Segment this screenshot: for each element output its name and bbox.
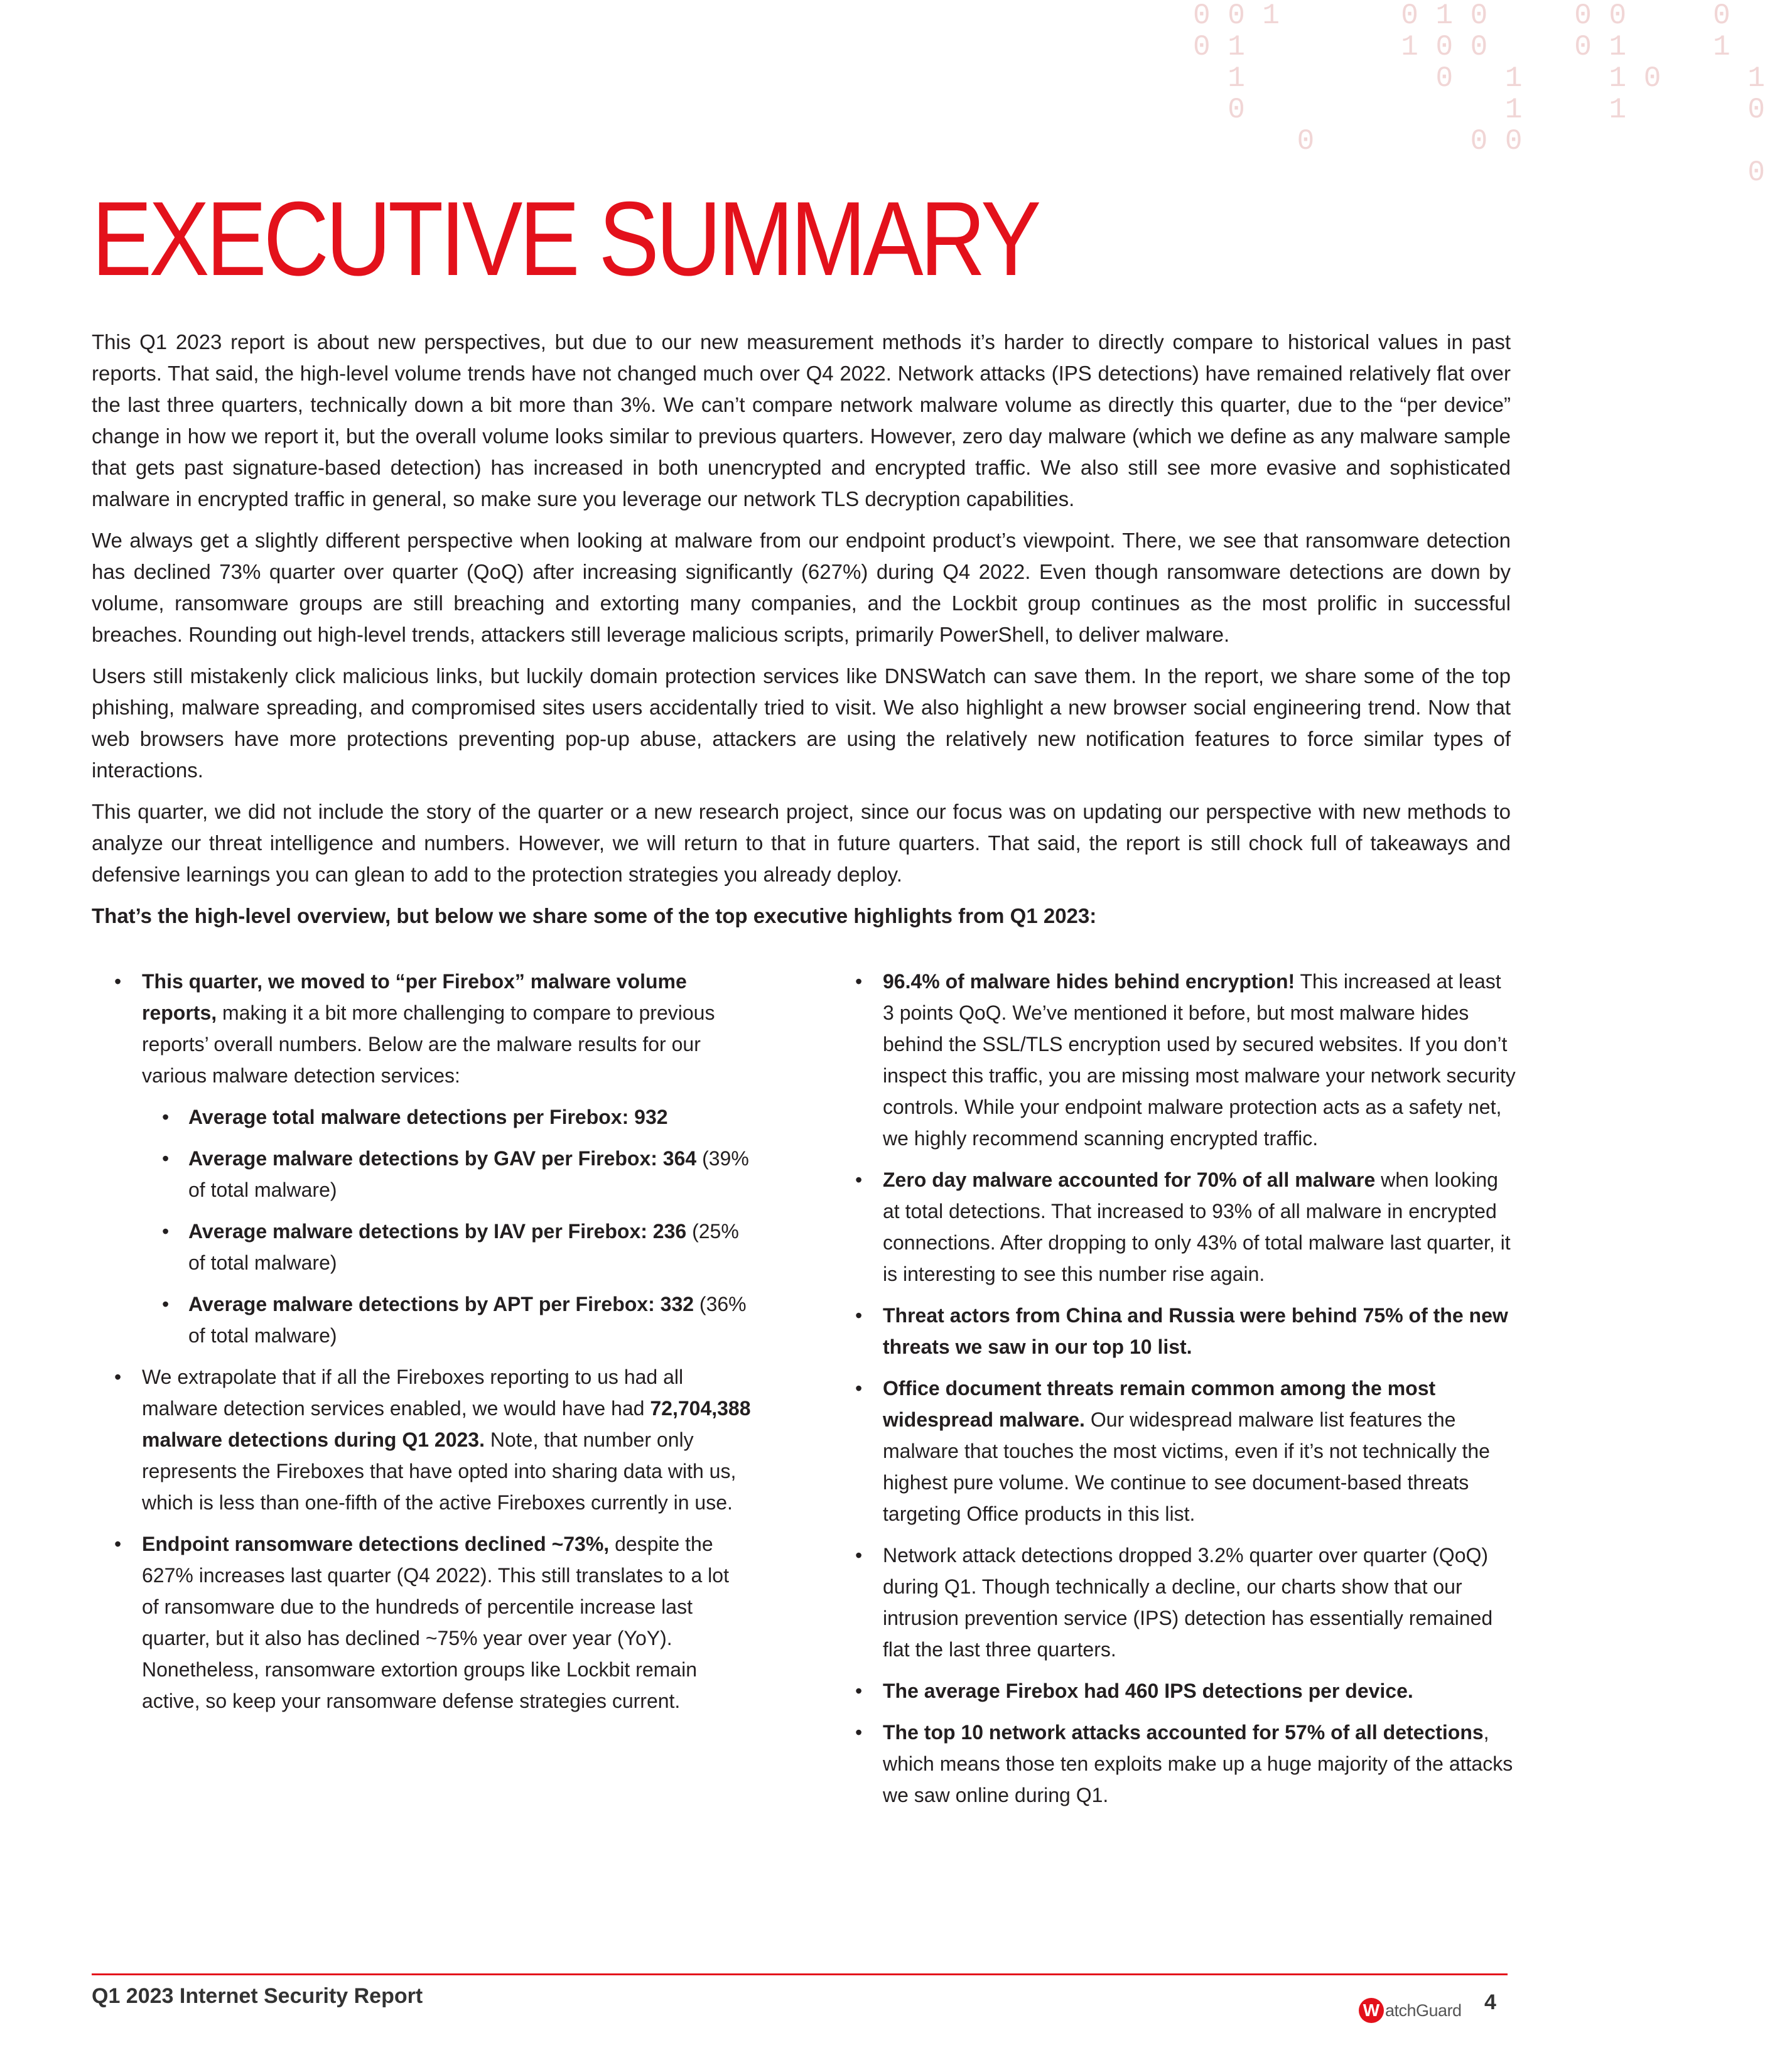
page-title: EXECUTIVE SUMMARY xyxy=(92,180,1039,298)
highlight-bold: The average Firebox had 460 IPS detections per device. xyxy=(883,1680,1413,1702)
highlight-bold: Office document threats remain common among the most widespread malware. xyxy=(883,1377,1436,1431)
highlight-text: when looking at total detections. That increased to 93% of all malware in encrypted connections. After dropping to only 43% of total malware last quarter, it is interesting to see this number rise again. xyxy=(883,1168,1511,1285)
highlight-text: Note, that number only represents the Fireboxes that have opted into sharing data with us, which is less than one-fifth of the active Fireboxes currently in use. xyxy=(142,1428,737,1514)
highlight-bold: 72,704,388 malware detections during Q1 2023. xyxy=(142,1397,751,1451)
sub-highlight-total xyxy=(92,1101,751,1133)
highlight-encryption xyxy=(833,966,1517,1154)
highlight-text: This increased at least 3 points QoQ. We’ve mentioned it before, but most malware hides behind the SSL/TLS encryption used by secured websites. If you don’t inspect this traffic, you are missing most malware your network security controls. While your endpoint malware protection acts as a safety net, we highly recommend scanning encrypted traffic. xyxy=(883,970,1516,1150)
highlight-text: , which means those ten exploits make up a huge majority of the attacks we saw online during Q1. xyxy=(883,1721,1513,1806)
highlight-bold: Threat actors from China and Russia were behind 75% of the new threats we saw in our top 10 list. xyxy=(883,1304,1508,1358)
highlights-left-column xyxy=(92,966,751,1727)
highlights-right-column xyxy=(833,966,1517,1821)
highlight-bold: Average total malware detections per Firebox: 932 xyxy=(188,1106,668,1128)
highlight-text: (39% of total malware) xyxy=(188,1147,749,1201)
highlight-top-10 xyxy=(833,1717,1517,1811)
highlights-list-right xyxy=(833,966,1517,1811)
highlight-ips-average xyxy=(833,1675,1517,1707)
intro-paragraph-3: Users still mistakenly click malicious links, but luckily domain protection services like DNSWatch can save them. In the report, we share some of the top phishing, malware spreading, and compromised sites users accidentally tried to visit. We also highlight a new browser social engineering trend. Now that web browsers have more protections preventing pop-up abuse, attackers are using the relatively new notification features to force similar types of interactions. xyxy=(92,664,1511,782)
highlight-text: (25% of total malware) xyxy=(188,1220,739,1274)
highlight-threat-actors xyxy=(833,1300,1517,1362)
highlight-text: We extrapolate that if all the Fireboxes reporting to us had all malware detection services enabled, we would have had xyxy=(142,1366,684,1420)
highlight-text: despite the 627% increases last quarter (Q4 2022). This still translates to a lot of ransomware due to the hundreds of percentile increase last quarter, but it also has declined ~75% year over year (YoY). Nonetheless, ransomware extortion groups like Lockbit remain active, so keep your ransomware defense strategies current. xyxy=(142,1533,729,1712)
highlight-bold: Average malware detections by GAV per Firebox: 364 xyxy=(188,1147,697,1170)
intro-paragraph-4: This quarter, we did not include the story of the quarter or a new research project, since our focus was on updating our perspective with new methods to analyze our threat intelligence and numbers. However, we will return to that in future quarters. That said, the report is still chock full of takeaways and defensive learnings you can glean to add to the protection strategies you already deploy. xyxy=(92,800,1511,886)
sub-highlight-apt xyxy=(92,1288,751,1351)
highlight-ransomware xyxy=(92,1528,751,1717)
highlight-bold: The top 10 network attacks accounted for 57% of all detections xyxy=(883,1721,1484,1744)
highlight-text: making it a bit more challenging to compare to previous reports’ overall numbers. Below are the malware results for our various malware detection services: xyxy=(142,1001,715,1087)
intro-paragraph-2: We always get a slightly different perspective when looking at malware from our endpoint product’s viewpoint. There, we see that ransomware detection has declined 73% quarter over quarter (QoQ) after increasing significantly (627%) during Q4 2022. Even though ransomware detections are down by volume, ransomware groups are still breaching and extorting many companies, and the Lockbit group continues as the most prolific in successful breaches. Rounding out high-level trends, attackers still leverage malicious scripts, primarily PowerShell, to deliver malware. xyxy=(92,529,1511,646)
intro-paragraph-1: This Q1 2023 report is about new perspectives, but due to our new measurement methods it’s harder to directly compare to historical values in past reports. That said, the high-level volume trends have not changed much over Q4 2022. Network attacks (IPS detections) have remained relatively flat over the last three quarters, technically down a bit more than 3%. We can’t compare network malware volume as directly this quarter, due to the “per device” change in how we report it, but the overall volume looks similar to previous quarters. However, zero day malware (which we define as any malware sample that gets past signature-based detection) has increased in both unencrypted and encrypted traffic. We also still see more evasive and sophisticated malware in encrypted traffic in general, so make sure you leverage our network TLS decryption capabilities. xyxy=(92,330,1511,510)
highlight-bold: Endpoint ransomware detections declined ~73%, xyxy=(142,1533,610,1555)
highlight-office-docs xyxy=(833,1373,1517,1530)
watchguard-logo-text: atchGuard xyxy=(1385,2000,1462,2020)
watchguard-logo-icon: W xyxy=(1359,1998,1384,2023)
highlight-network-attacks xyxy=(833,1540,1517,1665)
highlight-text: Our widespread malware list features the malware that touches the most victims, even if it’s not technically the highest pure volume. We continue to see document-based threats targeting Office products in this list. xyxy=(883,1408,1490,1525)
highlight-bold: Average malware detections by IAV per Firebox: 236 xyxy=(188,1220,687,1243)
binary-decoration: 0 0 1 0 1 0 0 0 0 0 1 1 0 0 0 1 1 1 0 1 1 0 1 0 1 1 0 0 0 0 0 xyxy=(1193,0,1765,189)
highlights-lead: That’s the high-level overview, but below we share some of the top executive highlights from Q1 2023: xyxy=(92,904,1097,927)
highlight-text: Network attack detections dropped 3.2% quarter over quarter (QoQ) during Q1. Though technically a decline, our charts show that our intrusion prevention service (IPS) detection has essentially remained flat the last three quarters. xyxy=(883,1544,1493,1661)
highlight-text: (36% of total malware) xyxy=(188,1293,747,1347)
highlight-bold: Average malware detections by APT per Firebox: 332 xyxy=(188,1293,694,1315)
sub-highlight-iav xyxy=(92,1216,751,1278)
highlight-per-firebox xyxy=(92,966,751,1091)
highlights-list-left xyxy=(92,966,751,1717)
highlight-bold: 96.4% of malware hides behind encryption! xyxy=(883,970,1295,993)
sub-highlight-gav xyxy=(92,1143,751,1206)
highlight-zero-day xyxy=(833,1164,1517,1290)
intro-section xyxy=(92,326,1511,942)
footer-divider xyxy=(92,1973,1508,1975)
page-number: 4 xyxy=(1484,1990,1496,2014)
highlight-bold: Zero day malware accounted for 70% of all malware xyxy=(883,1168,1376,1191)
watchguard-logo xyxy=(1359,1995,1462,2026)
footer-report-title: Q1 2023 Internet Security Report xyxy=(92,1984,423,2008)
highlight-extrapolation xyxy=(92,1361,751,1518)
highlight-bold: This quarter, we moved to “per Firebox” malware volume reports, xyxy=(142,970,687,1024)
